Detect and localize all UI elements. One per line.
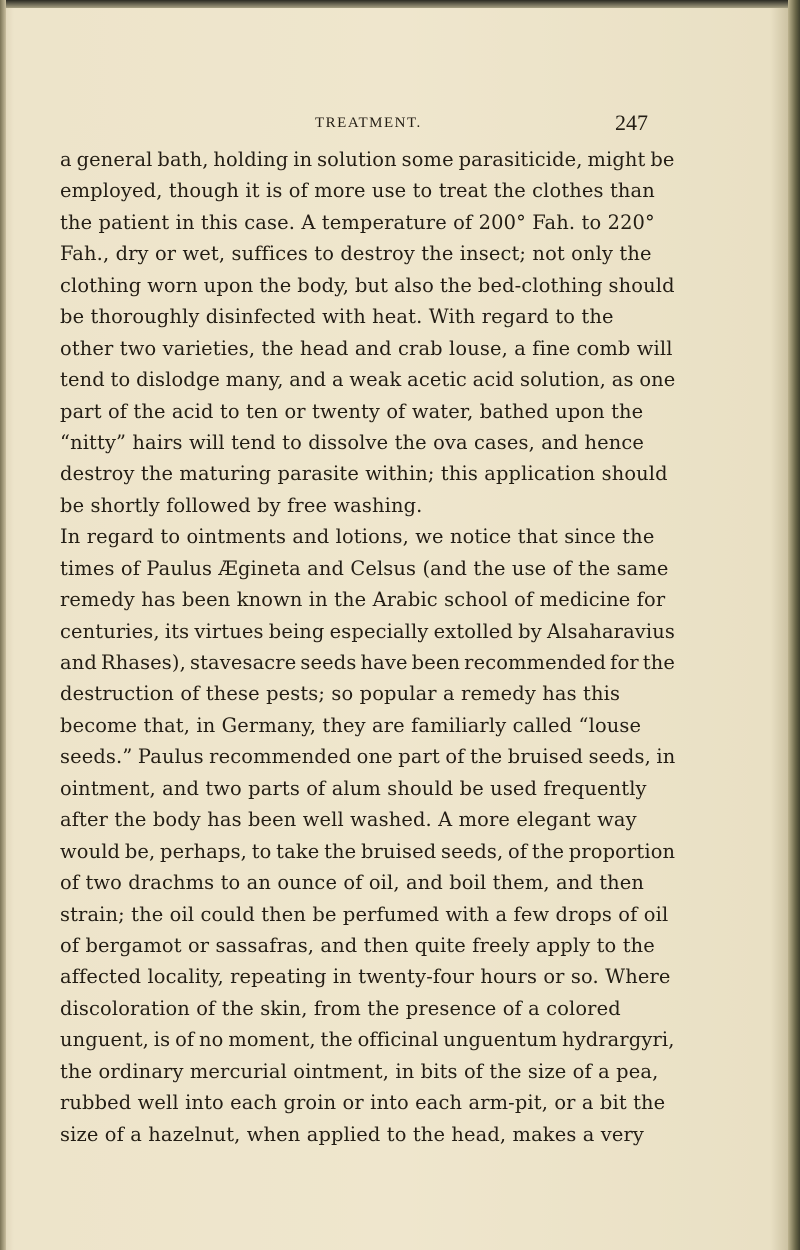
text-line: would be, perhaps, to take the bruised seeds, of the proportion [60,839,676,863]
text-line: destruction of these pests; so popular a remedy has this [60,682,621,706]
running-head: TREATMENT. [315,115,422,131]
text-line: be shortly followed by free washing. [60,493,423,517]
text-line: rubbed well into each groin or into each arm-pit, or a bit the [60,1091,666,1115]
text-line: seeds.” Paulus recommended one part of the bruised seeds, in [60,745,676,769]
page-right-edge [788,0,800,1250]
text-line: unguent, is of no moment, the officinal unguentum hydrargyri, [60,1028,675,1052]
text-line: destroy the maturing parasite within; this application should [60,462,668,486]
text-line: a general bath, holding in solution some parasiticide, might be [60,148,675,171]
text-line: the patient in this case. A temperature of 200° Fah. to 220° [60,210,655,234]
text-line: of two drachms to an ounce of oil, and boil them, and then [60,871,645,895]
text-line: part of the acid to ten or twenty of water, bathed upon the [60,399,644,423]
text-line: clothing worn upon the body, but also the bed-clothing should [60,273,675,297]
text-line: remedy has been known in the Arabic school of medicine for [60,588,666,612]
text-line: times of Paulus Ægineta and Celsus (and the use of the same [60,556,669,580]
text-line: be thoroughly disinfected with heat. With regard to the [60,305,614,329]
text-line: become that, in Germany, they are familiarly called “louse [60,713,642,737]
text-line: centuries, its virtues being especially extolled by Alsaharavius [60,619,675,643]
text-line: ointment, and two parts of alum should be used frequently [60,776,647,800]
page-header [0,110,800,134]
page-left-edge [0,0,6,1250]
text-line: after the body has been well washed. A more elegant way [60,808,637,832]
text-line: employed, though it is of more use to treat the clothes than [60,179,655,203]
text-line: the ordinary mercurial ointment, in bits of the size of a pea, [60,1059,659,1083]
text-line: In regard to ointments and lotions, we notice that since the [60,525,655,549]
text-line: tend to dislodge many, and a weak acetic acid solution, as one [60,368,676,392]
text-line: “nitty” hairs will tend to dissolve the ova cases, and hence [60,430,644,454]
text-line: and Rhases), stavesacre seeds have been recommended for the [60,651,676,674]
page-number: 247 [615,110,648,135]
text-line: other two varieties, the head and crab louse, a fine comb will [60,336,673,360]
body-text [60,144,675,1150]
text-line: Fah., dry or wet, suffices to destroy the insect; not only the [60,242,652,266]
text-line: size of a hazelnut, when applied to the head, makes a very [60,1122,645,1146]
text-line: of bergamot or sassafras, and then quite freely apply to the [60,933,655,957]
text-line: discoloration of the skin, from the presence of a colored [60,996,621,1020]
text-line: strain; the oil could then be perfumed with a few drops of oil [60,902,669,926]
page-top-edge [0,0,800,8]
text-line: affected locality, repeating in twenty-four hours or so. Where [60,965,671,989]
